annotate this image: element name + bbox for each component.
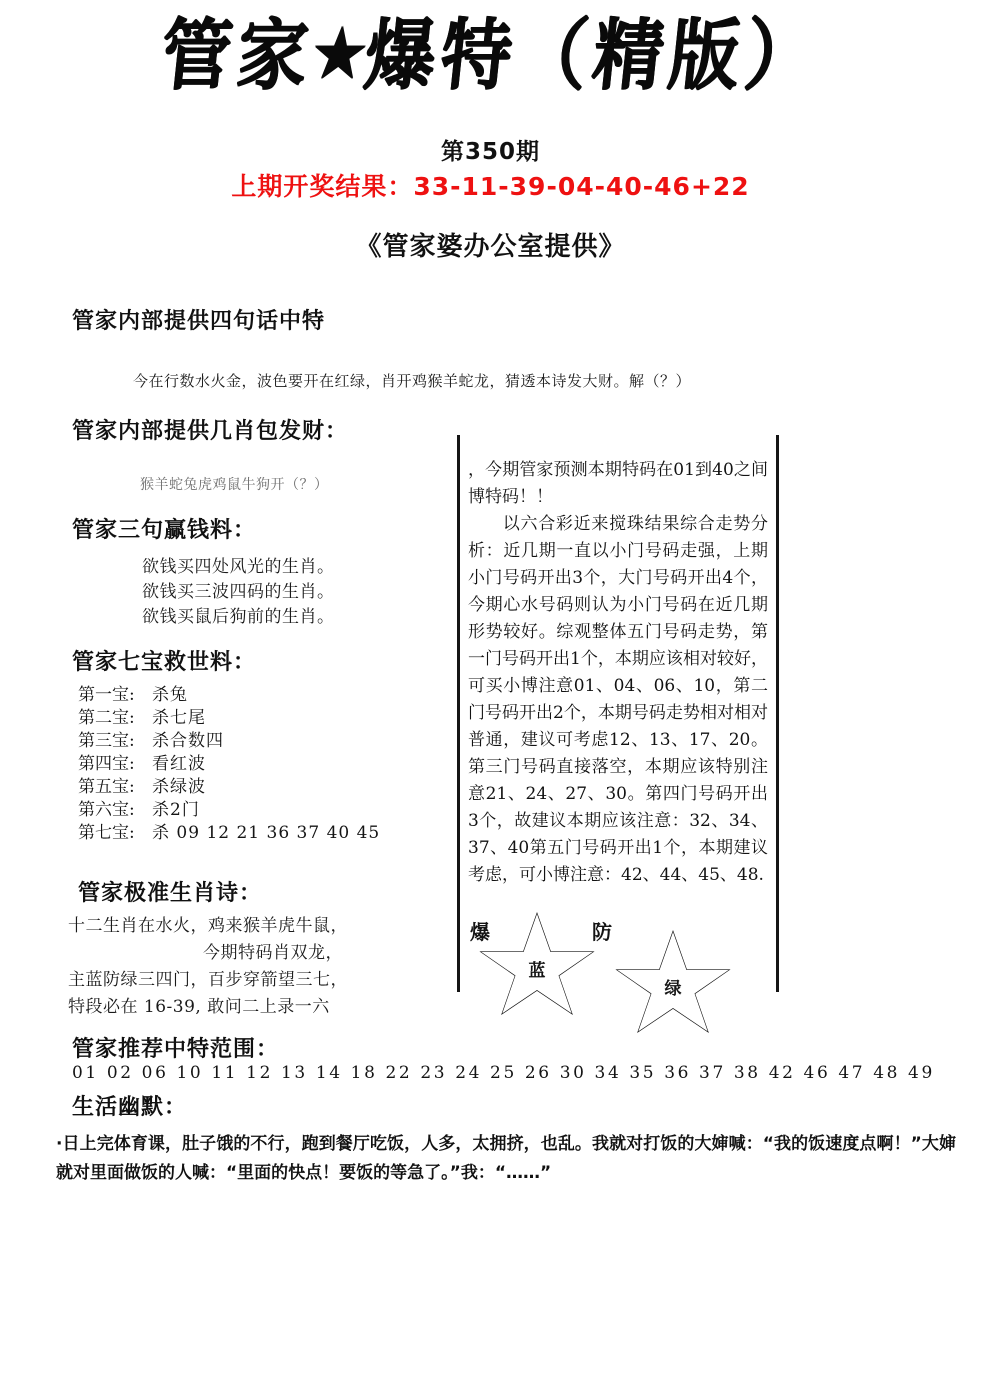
treasure-key: 第七宝: [78,823,135,843]
three-lines-item: 欲钱买鼠后狗前的生肖。 [142,607,335,627]
star-icon: ★ [308,15,369,91]
treasure-key: 第二宝: [78,708,135,728]
star-outer-label-bao: 爆 [470,920,490,944]
section-heading-three-lines: 管家三句赢钱料： [72,518,257,543]
treasure-key: 第四宝: [78,754,135,774]
masthead [0,8,981,101]
treasure-row [78,822,448,845]
last-draw-result-numbers: 33-11-39-04-40-46+22 [413,172,750,201]
treasure-row [78,753,448,776]
zodiac-poem-line: 今期特码肖双龙， [203,943,343,963]
analysis-paragraph-2: 以六合彩近来搅珠结果综合走势分析：近几期一直以小门号码走强，上期小门号码开出3个，大门号码开出4个，今期心水号码则认为小门号码在近几期形势较好。综观整体五门号码走势，第一门号码开出1个，本期应该相对较好，可买小博注意01、04、06、10，第二门号码开出2个，本期号码走势相对相对普通，建议可考虑12、13、17、20。第三门号码直接落空，本期应该特别注意21、24、27、30。第四门号码开出3个，故建议本期应该注意：32、34、37、40第五门号码开出1个，本期建议考虑，可小博注意：42、44、45、48. [468,514,768,885]
treasure-row [78,776,448,799]
zodiac-poem-line: 十二生肖在水火，鸡来猴羊虎牛鼠， [68,916,348,936]
star-outer-label-fang: 防 [592,920,612,944]
three-lines-item: 欲钱买三波四码的生肖。 [142,582,335,602]
star-group-blue [470,912,596,1024]
star-graphics [468,912,768,1008]
masthead-title-left: 管家 [155,8,318,101]
three-lines-item: 欲钱买四处风光的生肖。 [142,557,335,577]
section-heading-zodiac-poem: 管家极准生肖诗： [78,881,263,906]
issue-number: 第350期 [440,139,540,165]
treasure-key: 第五宝: [78,777,135,797]
masthead-title [155,8,826,101]
treasure-value: 杀2门 [152,800,200,820]
treasure-row [78,730,448,753]
treasure-value: 杀 09 12 21 36 37 40 45 [152,823,381,843]
last-draw-result-label: 上期开奖结果： [231,172,414,201]
four-lines-poem: 今在行数水火金，波色要开在红绿，肖开鸡猴羊蛇龙，猜透本诗发大财。解（？） [133,372,692,390]
masthead-title-right: 爆特（精版） [359,8,826,101]
treasure-value: 杀兔 [152,685,188,705]
section-heading-seven-treasures: 管家七宝救世料： [72,650,257,675]
analysis-box [457,435,779,992]
treasure-key: 第六宝: [78,800,135,820]
zodiac-pack-value: 猴羊蛇兔虎鸡鼠牛狗开（？） [140,477,329,493]
section-heading-humor: 生活幽默： [72,1095,188,1120]
treasure-value: 杀合数四 [152,731,224,751]
provider-line: 《管家婆办公室提供》 [355,232,626,262]
star-inner-label-lan: 蓝 [528,961,546,981]
seven-treasures-list [78,684,448,845]
section-heading-four-lines: 管家内部提供四句话中特 [72,309,326,334]
humor-body-text: ·日上完体育课，肚子饿的不行，跑到餐厅吃饭，人多，太拥挤，也乱。我就对打饭的大婶喊：“我的饭速度点啊！”大婶就对里面做饭的人喊：“里面的快点！要饭的等急了。”我：“……” [56,1134,956,1183]
section-heading-zodiac-pack: 管家内部提供几肖包发财： [72,419,349,444]
treasure-row [78,684,448,707]
treasure-key: 第一宝: [78,685,135,705]
analysis-text [468,457,768,889]
star-inner-label-lv: 绿 [664,979,682,999]
treasure-key: 第三宝: [78,731,135,751]
zodiac-poem-line: 特段必在 16-39, 敢问二上录一六 [68,997,330,1017]
treasure-value: 看红波 [152,754,206,774]
last-draw-result [0,167,981,203]
section-heading-recommend-range: 管家推荐中特范围： [72,1037,280,1062]
treasure-value: 杀七尾 [152,708,206,728]
treasure-value: 杀绿波 [152,777,206,797]
treasure-row [78,707,448,730]
star-group-green [592,920,732,1042]
zodiac-poem-line: 主蓝防绿三四门，百步穿箭望三七， [68,970,348,990]
recommend-range-numbers: 01 02 06 10 11 12 13 14 18 22 23 24 25 26 30 34 35 36 37 38 42 46 47 48 49 [72,1063,935,1083]
analysis-paragraph-1: ，今期管家预测本期特码在01到40之间博特码！！ [468,460,768,507]
treasure-row [78,799,448,822]
